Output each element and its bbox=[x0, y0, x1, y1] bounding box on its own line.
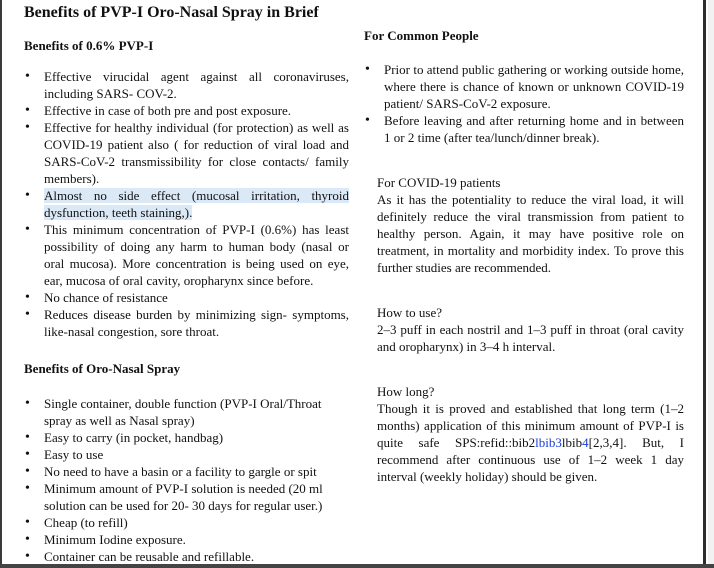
section-heading-spray: Benefits of Oro-Nasal Spray bbox=[24, 361, 181, 376]
how-to-use-text: 2–3 puff in each nostril and 1–3 puff in throat (oral cavity and oropharynx) in 3–4 h interval. bbox=[377, 322, 684, 354]
right-border bbox=[703, 0, 706, 568]
covid-patients-text: As it has the potentiality to reduce the viral load, it will definitely reduce the viral transmission from patient to healthy person. Again, it may have positive role on treatment, in mortality and morbidity index. To prove this further studies are recommended. bbox=[377, 192, 684, 275]
list-item: • Reduces disease burden by minimizing sign- symptoms, like-nasal congestion, sore throat. bbox=[24, 306, 349, 340]
covid-patients-heading: For COVID-19 patients bbox=[377, 175, 501, 190]
common-people-list bbox=[364, 61, 684, 146]
right-margin bbox=[708, 0, 714, 568]
list-item: • This minimum concentration of PVP-I (0.6%) has least possibility of doing any harm to human body (nasal or oral mucosa). More concentration is being used on eye, ear, mucosa of oral cavity, oropharynx since before. bbox=[24, 221, 349, 289]
list-item: • Single container, double function (PVP-I Oral/Throat spray as well as Nasal spray) bbox=[24, 395, 349, 429]
list-item: • Effective for healthy individual (for protection) as well as COVID-19 patient also ( for reduction of viral load and SARS-CoV-2 transmissibility for close contacts/ family members). bbox=[24, 119, 349, 187]
list-item: • Prior to attend public gathering or working outside home, where there is chance of known or unknown COVID-19 patient/ SARS-CoV-2 exposure. bbox=[364, 61, 684, 112]
list-item: • Minimum amount of PVP-I solution is needed (20 ml solution can be used for 20- 30 days for regular user.) bbox=[24, 480, 349, 514]
list-item: • Easy to use bbox=[24, 446, 349, 463]
list-item: • Easy to carry (in pocket, handbag) bbox=[24, 429, 349, 446]
spray-benefits-list bbox=[24, 395, 349, 565]
list-item: • No chance of resistance bbox=[24, 289, 349, 306]
list-item: • Container can be reusable and refillable. bbox=[24, 548, 349, 565]
reference-link[interactable]: lbib3 bbox=[535, 435, 562, 450]
list-item: • Effective in case of both pre and post exposure. bbox=[24, 102, 349, 119]
pvpi-benefits-list bbox=[24, 68, 349, 340]
reference-link[interactable]: 4 bbox=[582, 435, 589, 450]
list-item: • Cheap (to refill) bbox=[24, 514, 349, 531]
how-to-use-heading: How to use? bbox=[377, 305, 442, 320]
section-heading-pvpi: Benefits of 0.6% PVP-I bbox=[24, 38, 154, 53]
list-item-highlighted: • Almost no side effect (mucosal irritation, thyroid dysfunction, teeth staining,). bbox=[24, 187, 349, 221]
list-item: • Effective virucidal agent against all coronaviruses, including SARS- COV-2. bbox=[24, 68, 349, 102]
how-long-heading: How long? bbox=[377, 384, 435, 399]
section-heading-common-people: For Common People bbox=[364, 28, 479, 43]
how-long-text: Though it is proved and established that long term (1–2 months) application of this minimum amount of PVP-I is quite safe SPS:refid::bib2lbib3lbib4[2,3,4]. But, I recommend after continuous use of 1–2 week 1 day interval (weekly holiday) should be given. bbox=[377, 401, 684, 484]
left-border bbox=[0, 0, 2, 568]
list-item: • Before leaving and after returning home and in between 1 or 2 time (after tea/lunch/dinner break). bbox=[364, 112, 684, 146]
list-item: • Minimum Iodine exposure. bbox=[24, 531, 349, 548]
list-item: • No need to have a basin or a facility to gargle or spit bbox=[24, 463, 349, 480]
page-title: Benefits of PVP-I Oro-Nasal Spray in Brief bbox=[24, 4, 319, 21]
